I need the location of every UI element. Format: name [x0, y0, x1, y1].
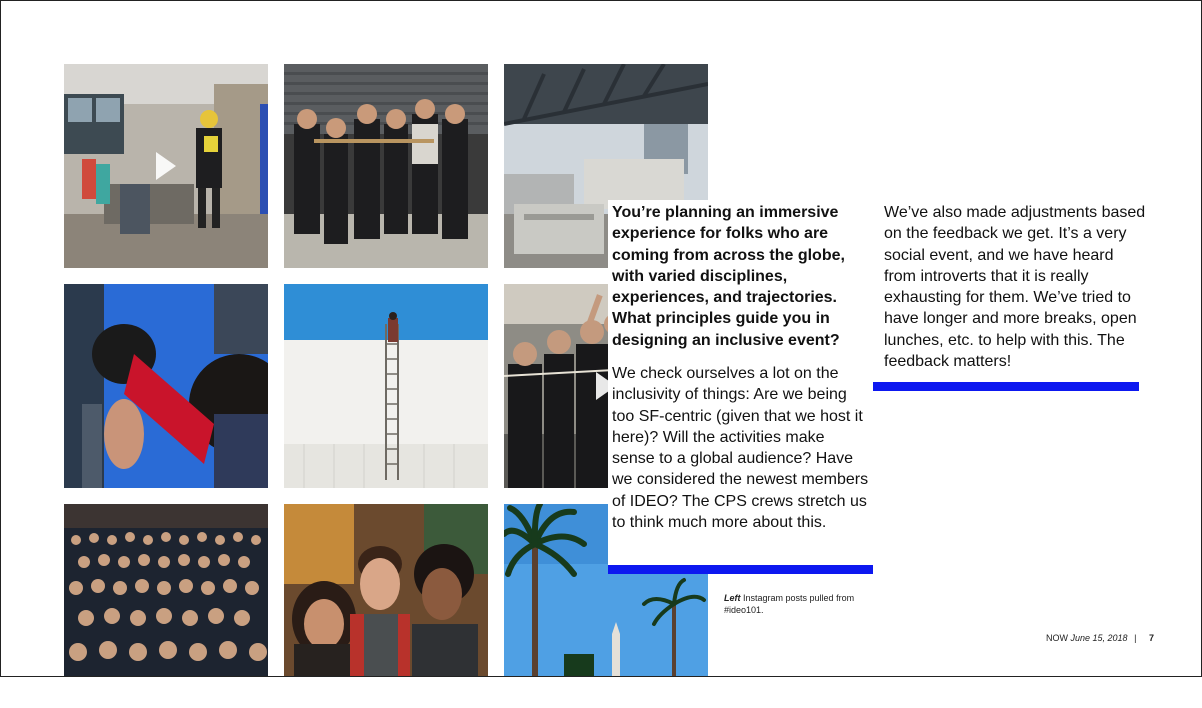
photo-ladder-wall[interactable] — [284, 284, 488, 488]
photo-hand-holding-object[interactable] — [64, 284, 268, 488]
interview-question: You’re planning an immersive experience for folks who are coming from across the globe, with varied disciplines, experiences, and trajectories. What principles guide you in designing an inclusive event? — [612, 204, 845, 349]
photo-group-toast[interactable] — [284, 64, 488, 268]
interview-answer-continued: We’ve also made adjustments based on the feedback we get. It’s a very social event, and we have heard from introverts that it is really exhausting for them. We’ve tried to have longer and more breaks, open lunches, etc. to help with this. The feedback matters! — [884, 204, 1146, 371]
photo-ladder-wall-image — [284, 284, 488, 488]
photo-large-group[interactable] — [64, 504, 268, 708]
footer-date: June 15, 2018 — [1070, 633, 1128, 643]
page-footer — [1046, 633, 1154, 643]
photo-group-toast-image — [284, 64, 488, 268]
video-play-icon[interactable] — [156, 152, 176, 180]
caption-label: Left — [724, 593, 741, 603]
photo-workshop[interactable] — [64, 64, 268, 268]
page-number: 7 — [1148, 633, 1154, 643]
accent-rule-left — [608, 565, 873, 574]
photo-large-group-image — [64, 504, 268, 676]
footer-publication: NOW — [1046, 633, 1068, 643]
photo-three-friends[interactable] — [284, 504, 488, 676]
interview-answer: We check ourselves a lot on the inclusivity of things: Are we being too SF-centric (given that we host it here)? Will the activities make sense to a global audience? Have we considered the newest members of IDEO? The CPS crews stretch us to think much more about this. — [612, 365, 869, 532]
footer-separator: | — [1134, 633, 1137, 643]
photo-caption — [724, 593, 874, 616]
caption-text: Instagram posts pulled from #ideo101. — [724, 593, 855, 615]
photo-hand-holding-object-image — [64, 284, 268, 488]
photo-three-friends-image — [284, 504, 488, 676]
accent-rule-right — [873, 382, 1139, 391]
